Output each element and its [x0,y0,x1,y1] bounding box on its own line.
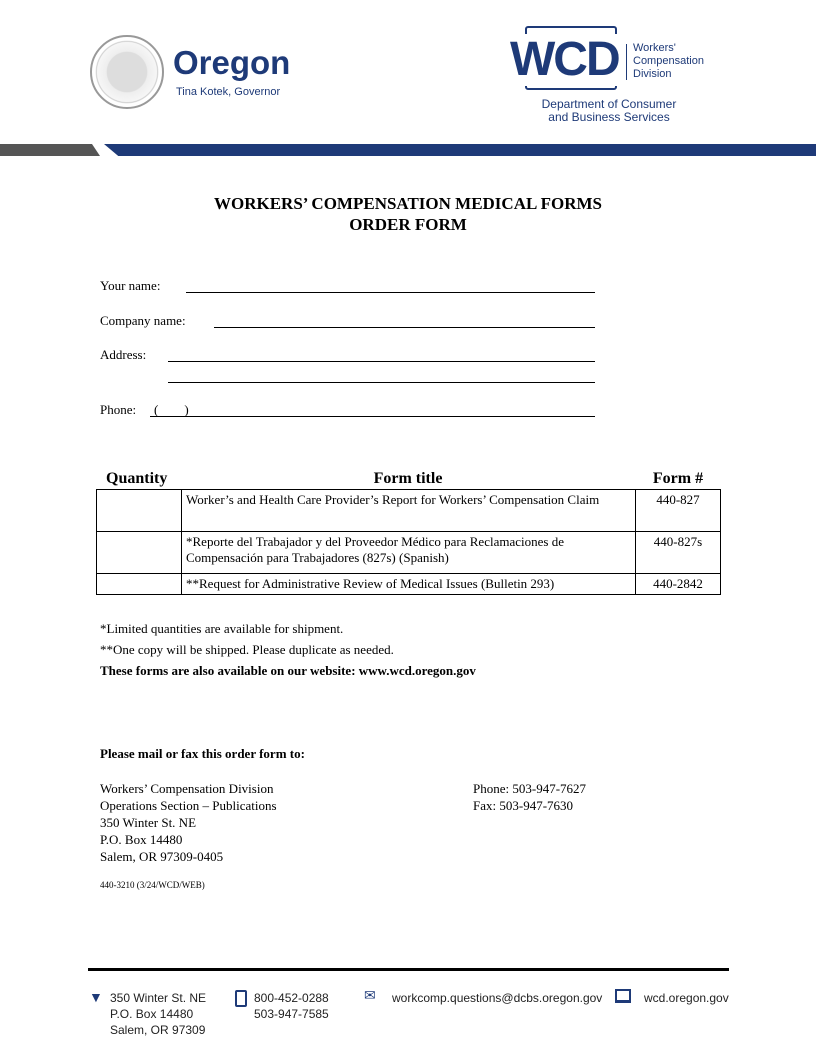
footer-web[interactable]: wcd.oregon.gov [644,991,729,1005]
footer-address-line: P.O. Box 14480 [110,1007,194,1021]
mail-line: P.O. Box 14480 [100,832,183,847]
governor: Tina Kotek, Governor [176,86,281,98]
footer-address [110,990,206,1038]
location-pin-icon: ▼ [89,991,103,1006]
header-band-navy [104,144,816,156]
quantity-input[interactable] [97,490,182,532]
form-title: **Request for Administrative Review of Medical Issues (Bulletin 293) [182,574,636,595]
table-row [97,532,721,574]
name-label: Your name: [100,278,161,293]
wcd-name-line: Workers' [633,42,676,54]
wcd-name-line: Compensation [633,55,704,67]
footer-address-line: 350 Winter St. NE [110,991,207,1005]
phone-area-code: ( ) [154,402,189,417]
phone-field[interactable] [150,402,595,417]
quantity-input[interactable] [97,574,182,595]
wcd-name [633,42,704,81]
mail-line: Operations Section – Publications [100,798,277,813]
phone-icon [235,990,247,1007]
quantity-header: Quantity [106,470,168,487]
dept-line: Department of Consumer [541,97,677,111]
form-title: Worker’s and Health Care Provider’s Report for Workers’ Compensation Claim [182,490,636,532]
mail-contact [473,780,586,814]
logo-divider [626,44,627,80]
mail-line: 350 Winter St. NE [100,815,197,830]
email-icon: ✉ [364,989,376,1004]
header-band-gray [0,144,100,156]
name-field[interactable] [186,278,595,293]
mail-address [100,780,277,865]
mail-line: Workers’ Compensation Division [100,781,274,796]
form-number: 440-827s [636,532,721,574]
form-number: 440-2842 [636,574,721,595]
address-field-2[interactable] [168,368,595,383]
form-id: 440-3210 (3/24/WCD/WEB) [100,880,205,890]
table-row [97,490,721,532]
note-website: These forms are also available on our website: www.wcd.oregon.gov [100,663,476,678]
footer-email[interactable]: workcomp.questions@dcbs.oregon.gov [392,991,603,1005]
forms-table [96,489,721,595]
note-one-copy: **One copy will be shipped. Please duplicate as needed. [100,642,394,657]
phone-label: Phone: [100,402,137,417]
quantity-input[interactable] [97,532,182,574]
form-number-header: Form # [652,470,704,487]
oregon-seal [90,35,164,109]
wcd-logo: WCD [510,33,619,86]
footer-address-line: Salem, OR 97309 [110,1023,206,1037]
note-limited: *Limited quantities are available for shipment. [100,621,344,636]
footer-phone: 503-947-7585 [254,1007,329,1021]
form-number: 440-827 [636,490,721,532]
mail-phone: Phone: 503-947-7627 [473,781,587,796]
dept-name [520,98,698,124]
notes [100,618,476,681]
mail-line: Salem, OR 97309-0405 [100,849,224,864]
footer-phone: 800-452-0288 [254,991,329,1005]
title-line: WORKERS’ COMPENSATION MEDICAL FORMS [213,194,603,213]
company-field[interactable] [214,313,595,328]
form-title-header: Form title [373,470,443,487]
form-title: *Reporte del Trabajador y del Proveedor Médico para Reclamaciones de Compensación para Trabajadores (827s) (Spanish) [182,532,636,574]
computer-icon [615,989,631,1003]
address-field-1[interactable] [168,347,595,362]
footer-phones [254,990,329,1022]
mail-heading: Please mail or fax this order form to: [100,746,305,761]
table-row [97,574,721,595]
wcd-name-line: Division [633,68,672,80]
page-title [0,193,816,235]
dept-line: and Business Services [548,110,670,124]
footer-rule [88,968,729,971]
title-line: ORDER FORM [349,215,467,234]
mail-fax: Fax: 503-947-7630 [473,798,574,813]
company-label: Company name: [100,313,186,328]
oregon-logo: Oregon [173,44,291,81]
address-label: Address: [100,347,147,362]
